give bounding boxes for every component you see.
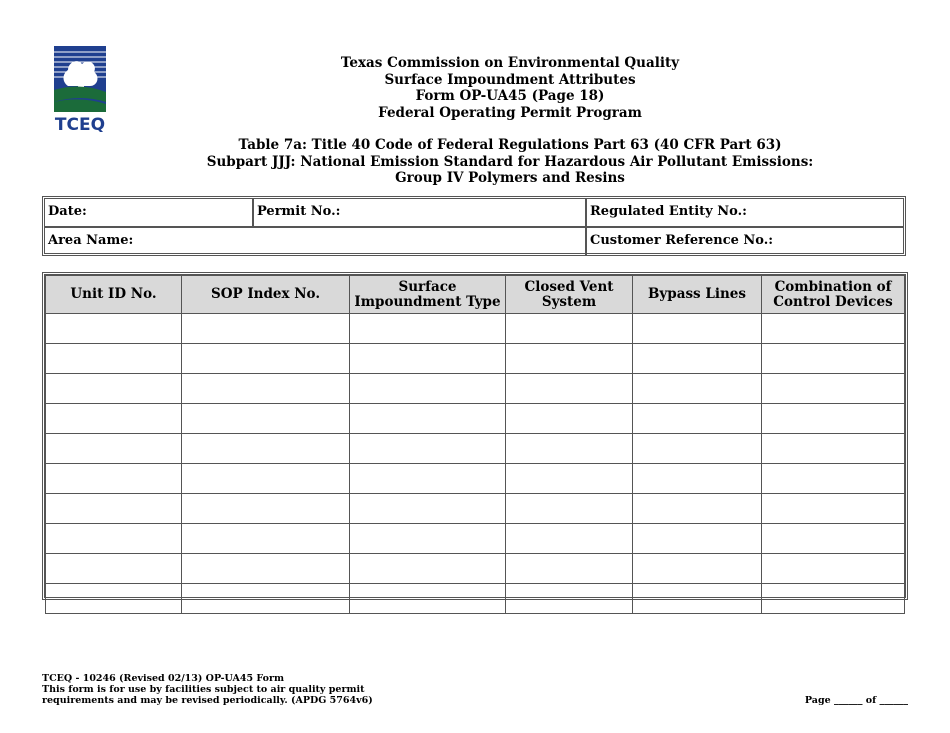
cell-impoundment-type[interactable] bbox=[350, 344, 506, 374]
cell-impoundment-type[interactable] bbox=[350, 524, 506, 554]
cell-bypass-lines[interactable] bbox=[633, 374, 762, 404]
cell-sop-index[interactable] bbox=[182, 584, 350, 614]
table-row bbox=[46, 524, 905, 554]
area-name-field[interactable] bbox=[45, 228, 585, 255]
permit-number-field[interactable] bbox=[252, 199, 585, 226]
cell-closed-vent[interactable] bbox=[506, 554, 633, 584]
cell-sop-index[interactable] bbox=[182, 434, 350, 464]
cell-unit-id[interactable] bbox=[46, 374, 182, 404]
date-label: Date: bbox=[48, 204, 87, 219]
cell-closed-vent[interactable] bbox=[506, 584, 633, 614]
info-box bbox=[42, 196, 906, 256]
tceq-logo bbox=[54, 46, 106, 132]
col-header-impoundment-type: Surface Impoundment Type bbox=[350, 276, 506, 314]
cell-control-devices[interactable] bbox=[762, 524, 905, 554]
table-title-line3: Group IV Polymers and Resins bbox=[395, 170, 625, 186]
cell-sop-index[interactable] bbox=[182, 524, 350, 554]
cell-unit-id[interactable] bbox=[46, 554, 182, 584]
cell-bypass-lines[interactable] bbox=[633, 404, 762, 434]
footer-line3: requirements and may be revised periodically. (APDG 5764v6) bbox=[42, 695, 373, 706]
table-row bbox=[46, 464, 905, 494]
cell-unit-id[interactable] bbox=[46, 524, 182, 554]
info-row-2 bbox=[45, 228, 903, 255]
col-header-sop-index: SOP Index No. bbox=[182, 276, 350, 314]
cell-impoundment-type[interactable] bbox=[350, 434, 506, 464]
cell-closed-vent[interactable] bbox=[506, 434, 633, 464]
cell-bypass-lines[interactable] bbox=[633, 314, 762, 344]
col-header-unit-id: Unit ID No. bbox=[46, 276, 182, 314]
table-row bbox=[46, 584, 905, 614]
cell-control-devices[interactable] bbox=[762, 554, 905, 584]
form-header bbox=[200, 55, 820, 187]
cell-control-devices[interactable] bbox=[762, 314, 905, 344]
table-title-line2: Subpart JJJ: National Emission Standard for Hazardous Air Pollutant Emissions: bbox=[206, 153, 814, 170]
cell-closed-vent[interactable] bbox=[506, 404, 633, 434]
cell-control-devices[interactable] bbox=[762, 404, 905, 434]
cell-sop-index[interactable] bbox=[182, 404, 350, 434]
regulated-entity-field[interactable] bbox=[585, 199, 903, 226]
cell-bypass-lines[interactable] bbox=[633, 584, 762, 614]
cell-sop-index[interactable] bbox=[182, 464, 350, 494]
cell-unit-id[interactable] bbox=[46, 404, 182, 434]
cell-impoundment-type[interactable] bbox=[350, 404, 506, 434]
cell-closed-vent[interactable] bbox=[506, 314, 633, 344]
cell-impoundment-type[interactable] bbox=[350, 374, 506, 404]
cell-closed-vent[interactable] bbox=[506, 464, 633, 494]
cell-closed-vent[interactable] bbox=[506, 344, 633, 374]
table-row bbox=[46, 434, 905, 464]
info-row-1 bbox=[45, 199, 903, 228]
cell-unit-id[interactable] bbox=[46, 464, 182, 494]
footer-line1: TCEQ - 10246 (Revised 02/13) OP-UA45 Form bbox=[42, 673, 285, 684]
table-row bbox=[46, 374, 905, 404]
table-header-row bbox=[46, 276, 905, 314]
cell-impoundment-type[interactable] bbox=[350, 494, 506, 524]
cell-control-devices[interactable] bbox=[762, 584, 905, 614]
table-row bbox=[46, 494, 905, 524]
col-header-bypass-lines: Bypass Lines bbox=[633, 276, 762, 314]
date-field[interactable] bbox=[45, 199, 252, 226]
program-name: Federal Operating Permit Program bbox=[378, 104, 642, 121]
permit-label: Permit No.: bbox=[257, 204, 341, 219]
cell-unit-id[interactable] bbox=[46, 344, 182, 374]
cell-impoundment-type[interactable] bbox=[350, 554, 506, 584]
cell-control-devices[interactable] bbox=[762, 434, 905, 464]
cell-bypass-lines[interactable] bbox=[633, 434, 762, 464]
org-name: Texas Commission on Environmental Quality bbox=[340, 55, 680, 71]
page-number: Page ______ of ______ bbox=[804, 695, 908, 706]
footer-line2: This form is for use by facilities subject to air quality permit bbox=[42, 684, 365, 695]
table-title-line1: Table 7a: Title 40 Code of Federal Regulations Part 63 (40 CFR Part 63) bbox=[238, 137, 782, 153]
customer-reference-label: Customer Reference No.: bbox=[590, 233, 774, 248]
tceq-logo-icon bbox=[54, 46, 106, 132]
col-header-closed-vent: Closed Vent System bbox=[506, 276, 633, 314]
form-footer bbox=[42, 673, 373, 706]
cell-unit-id[interactable] bbox=[46, 314, 182, 344]
cell-control-devices[interactable] bbox=[762, 344, 905, 374]
cell-impoundment-type[interactable] bbox=[350, 314, 506, 344]
table-row bbox=[46, 404, 905, 434]
col-header-control-devices: Combination of Control Devices bbox=[762, 276, 905, 314]
area-name-label: Area Name: bbox=[48, 233, 134, 248]
logo-text: TCEQ bbox=[54, 115, 106, 132]
table-row bbox=[46, 314, 905, 344]
cell-control-devices[interactable] bbox=[762, 464, 905, 494]
table-body bbox=[46, 314, 905, 614]
cell-sop-index[interactable] bbox=[182, 554, 350, 584]
cell-unit-id[interactable] bbox=[46, 584, 182, 614]
attributes-table bbox=[42, 272, 908, 600]
cell-unit-id[interactable] bbox=[46, 434, 182, 464]
cell-impoundment-type[interactable] bbox=[350, 464, 506, 494]
cell-sop-index[interactable] bbox=[182, 494, 350, 524]
cell-bypass-lines[interactable] bbox=[633, 464, 762, 494]
cell-bypass-lines[interactable] bbox=[633, 494, 762, 524]
table-row bbox=[46, 554, 905, 584]
form-subtitle: Surface Impoundment Attributes bbox=[384, 71, 636, 88]
cell-impoundment-type[interactable] bbox=[350, 584, 506, 614]
cell-bypass-lines[interactable] bbox=[633, 344, 762, 374]
cell-unit-id[interactable] bbox=[46, 494, 182, 524]
cell-control-devices[interactable] bbox=[762, 374, 905, 404]
cell-sop-index[interactable] bbox=[182, 314, 350, 344]
cell-closed-vent[interactable] bbox=[506, 494, 633, 524]
cell-closed-vent[interactable] bbox=[506, 374, 633, 404]
table-row bbox=[46, 344, 905, 374]
cell-control-devices[interactable] bbox=[762, 494, 905, 524]
regulated-entity-label: Regulated Entity No.: bbox=[590, 204, 747, 219]
cell-sop-index[interactable] bbox=[182, 374, 350, 404]
table-title bbox=[200, 137, 820, 187]
cell-closed-vent[interactable] bbox=[506, 524, 633, 554]
cell-bypass-lines[interactable] bbox=[633, 554, 762, 584]
customer-reference-field[interactable] bbox=[585, 228, 903, 255]
cell-sop-index[interactable] bbox=[182, 344, 350, 374]
form-number: Form OP-UA45 (Page 18) bbox=[415, 88, 605, 104]
cell-bypass-lines[interactable] bbox=[633, 524, 762, 554]
